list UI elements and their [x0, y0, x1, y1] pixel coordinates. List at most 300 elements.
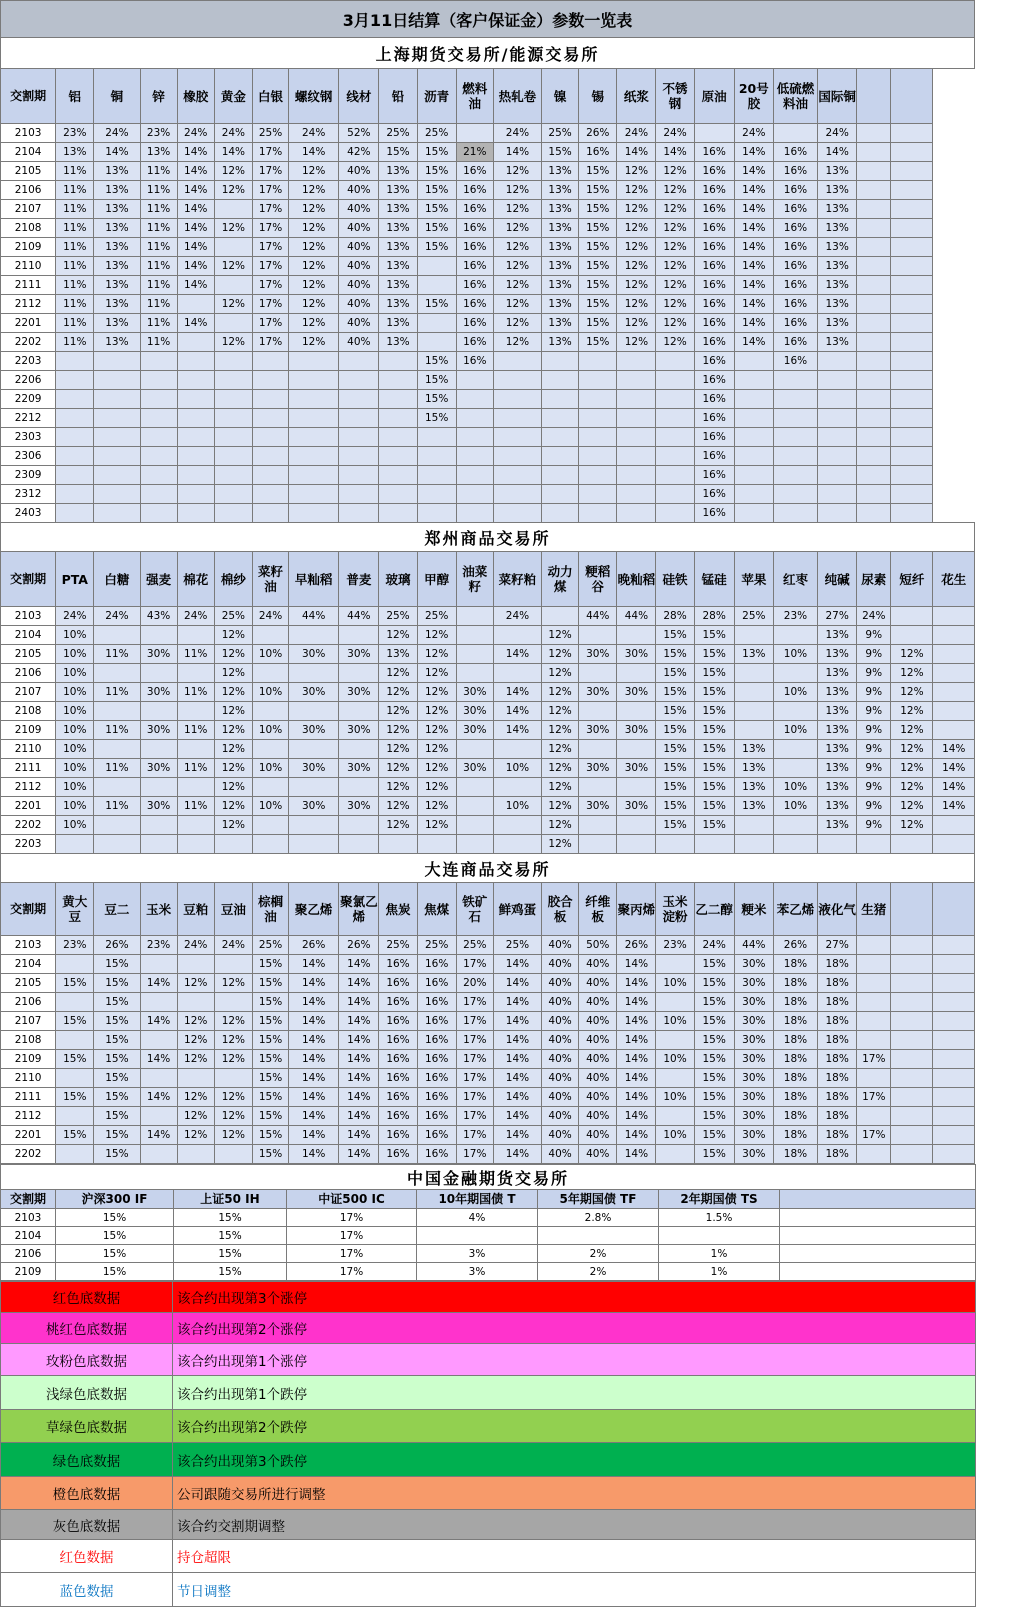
margin-cell: 13%	[818, 702, 857, 721]
margin-cell	[177, 816, 214, 835]
margin-cell	[773, 466, 817, 485]
margin-cell: 16%	[694, 447, 734, 466]
margin-cell: 15%	[94, 955, 140, 974]
margin-cell: 13%	[542, 162, 579, 181]
column-header-product: 玉米淀粉	[656, 883, 694, 936]
margin-cell: 15%	[252, 993, 288, 1012]
margin-cell	[857, 143, 891, 162]
margin-cell	[56, 466, 94, 485]
table-row	[1, 1245, 976, 1263]
margin-cell	[417, 333, 456, 352]
margin-cell: 12%	[493, 276, 541, 295]
margin-cell	[891, 1107, 933, 1126]
margin-cell: 9%	[857, 740, 891, 759]
margin-cell: 17%	[252, 257, 288, 276]
margin-cell	[56, 955, 94, 974]
margin-cell	[417, 466, 456, 485]
margin-cell	[94, 702, 140, 721]
margin-cell: 14%	[177, 162, 214, 181]
margin-cell	[617, 447, 656, 466]
margin-cell: 17%	[252, 181, 288, 200]
margin-cell: 13%	[818, 181, 857, 200]
margin-cell: 10%	[56, 759, 94, 778]
margin-cell: 16%	[694, 390, 734, 409]
margin-cell: 11%	[56, 295, 94, 314]
margin-cell: 24%	[214, 936, 252, 955]
margin-cell: 12%	[891, 721, 933, 740]
margin-cell	[94, 835, 140, 854]
margin-cell	[617, 626, 656, 645]
margin-cell	[857, 504, 891, 523]
margin-cell: 18%	[818, 1050, 857, 1069]
margin-cell	[214, 1069, 252, 1088]
margin-cell: 13%	[94, 314, 140, 333]
row-label-period: 2403	[1, 504, 56, 523]
margin-cell: 12%	[542, 626, 579, 645]
margin-cell	[933, 683, 975, 702]
margin-cell: 13%	[818, 683, 857, 702]
column-header-product: 焦炭	[379, 883, 417, 936]
margin-cell: 13%	[379, 238, 417, 257]
margin-cell: 17%	[456, 1069, 493, 1088]
margin-cell: 16%	[694, 504, 734, 523]
margin-cell	[379, 371, 417, 390]
row-label-period: 2111	[1, 1088, 56, 1107]
row-label-period: 2104	[1, 1227, 56, 1245]
margin-cell: 20%	[456, 974, 493, 993]
row-label-period: 2108	[1, 219, 56, 238]
margin-cell: 17%	[456, 955, 493, 974]
margin-cell: 17%	[252, 238, 288, 257]
margin-cell	[339, 485, 379, 504]
margin-cell: 40%	[542, 1088, 579, 1107]
margin-cell: 12%	[617, 333, 656, 352]
margin-cell	[177, 1145, 214, 1164]
margin-cell: 13%	[542, 257, 579, 276]
margin-cell: 23%	[140, 124, 177, 143]
column-header-product: 铁矿石	[456, 883, 493, 936]
margin-cell: 16%	[456, 238, 493, 257]
margin-cell	[579, 835, 617, 854]
margin-cell	[289, 485, 339, 504]
margin-cell: 13%	[94, 238, 140, 257]
margin-cell	[857, 124, 891, 143]
margin-cell: 15%	[656, 816, 694, 835]
table-row	[1, 740, 975, 759]
margin-cell	[734, 702, 773, 721]
margin-cell: 14%	[339, 1012, 379, 1031]
margin-cell	[857, 1107, 891, 1126]
margin-cell: 16%	[694, 352, 734, 371]
margin-cell: 12%	[177, 1107, 214, 1126]
margin-cell: 12%	[542, 816, 579, 835]
margin-cell	[252, 390, 288, 409]
margin-cell	[891, 409, 933, 428]
margin-cell: 16%	[773, 238, 817, 257]
margin-cell: 12%	[493, 238, 541, 257]
margin-cell	[542, 409, 579, 428]
margin-cell	[379, 352, 417, 371]
margin-cell	[656, 955, 694, 974]
margin-cell: 12%	[493, 162, 541, 181]
margin-cell: 26%	[579, 124, 617, 143]
margin-cell: 13%	[818, 333, 857, 352]
margin-cell: 16%	[694, 428, 734, 447]
margin-cell: 17%	[857, 1088, 891, 1107]
margin-cell: 12%	[214, 797, 252, 816]
table-row	[1, 219, 975, 238]
column-header-product	[891, 69, 933, 124]
margin-cell	[456, 607, 493, 626]
margin-cell	[56, 1031, 94, 1050]
margin-cell: 15%	[417, 295, 456, 314]
margin-cell: 15%	[656, 702, 694, 721]
row-label-period: 2203	[1, 352, 56, 371]
margin-cell: 14%	[734, 181, 773, 200]
margin-cell	[252, 835, 288, 854]
margin-cell: 13%	[379, 276, 417, 295]
margin-cell	[656, 466, 694, 485]
margin-cell	[891, 1145, 933, 1164]
margin-cell: 12%	[542, 664, 579, 683]
margin-cell	[289, 626, 339, 645]
margin-cell: 15%	[694, 1088, 734, 1107]
margin-cell: 15%	[656, 759, 694, 778]
margin-cell	[857, 200, 891, 219]
margin-cell: 13%	[734, 778, 773, 797]
margin-cell	[542, 607, 579, 626]
margin-cell: 12%	[656, 333, 694, 352]
column-header-product: 聚氯乙烯	[339, 883, 379, 936]
margin-cell: 30%	[456, 683, 493, 702]
table-row	[1, 447, 975, 466]
margin-cell: 12%	[177, 1031, 214, 1050]
margin-cell	[891, 1126, 933, 1145]
table-row	[1, 1012, 975, 1031]
margin-cell: 10%	[773, 683, 817, 702]
margin-cell	[933, 1012, 975, 1031]
legend-row	[1, 1376, 976, 1410]
margin-cell: 10%	[56, 645, 94, 664]
margin-cell: 12%	[214, 664, 252, 683]
margin-cell: 13%	[818, 200, 857, 219]
margin-cell: 15%	[579, 200, 617, 219]
margin-cell: 40%	[579, 993, 617, 1012]
margin-cell	[214, 390, 252, 409]
margin-cell: 14%	[933, 778, 975, 797]
margin-cell	[177, 352, 214, 371]
margin-cell	[339, 626, 379, 645]
margin-cell	[579, 371, 617, 390]
margin-cell: 12%	[177, 1088, 214, 1107]
margin-cell	[94, 466, 140, 485]
margin-cell	[94, 428, 140, 447]
margin-cell: 14%	[140, 1126, 177, 1145]
margin-cell: 16%	[694, 162, 734, 181]
margin-cell: 14%	[493, 645, 541, 664]
margin-cell: 16%	[417, 993, 456, 1012]
margin-cell: 15%	[56, 1263, 174, 1281]
margin-cell: 15%	[694, 740, 734, 759]
margin-cell	[214, 835, 252, 854]
margin-cell: 24%	[289, 124, 339, 143]
margin-cell: 15%	[174, 1227, 287, 1245]
legend-row	[1, 1573, 976, 1607]
margin-cell: 15%	[417, 371, 456, 390]
margin-cell: 13%	[734, 740, 773, 759]
margin-cell	[579, 485, 617, 504]
margin-cell: 40%	[542, 1050, 579, 1069]
margin-cell	[656, 835, 694, 854]
margin-cell: 12%	[617, 200, 656, 219]
margin-cell: 13%	[818, 759, 857, 778]
margin-cell	[933, 702, 975, 721]
table-row	[1, 1126, 975, 1145]
margin-cell	[56, 352, 94, 371]
margin-cell: 24%	[857, 607, 891, 626]
margin-cell	[579, 447, 617, 466]
margin-cell	[933, 1126, 975, 1145]
margin-cell: 10%	[252, 683, 288, 702]
row-label-period: 2105	[1, 974, 56, 993]
table-row	[1, 371, 975, 390]
margin-cell: 30%	[617, 645, 656, 664]
column-header-product: 棕榈油	[252, 883, 288, 936]
table-row	[1, 955, 975, 974]
margin-cell: 14%	[289, 974, 339, 993]
margin-cell: 14%	[140, 1012, 177, 1031]
margin-cell: 13%	[379, 200, 417, 219]
margin-cell: 24%	[214, 124, 252, 143]
margin-cell: 14%	[933, 740, 975, 759]
margin-cell	[56, 1145, 94, 1164]
margin-cell: 17%	[287, 1263, 417, 1281]
margin-cell	[891, 1031, 933, 1050]
margin-cell: 12%	[214, 1031, 252, 1050]
margin-cell: 16%	[417, 955, 456, 974]
row-label-period: 2109	[1, 1263, 56, 1281]
margin-cell: 12%	[379, 816, 417, 835]
margin-cell: 13%	[542, 276, 579, 295]
margin-cell: 16%	[694, 314, 734, 333]
margin-cell	[857, 835, 891, 854]
margin-cell: 15%	[417, 238, 456, 257]
margin-cell	[214, 1145, 252, 1164]
margin-cell: 40%	[542, 1012, 579, 1031]
margin-cell	[579, 816, 617, 835]
margin-cell: 14%	[289, 1050, 339, 1069]
margin-cell: 16%	[417, 1088, 456, 1107]
column-header-product: 鲜鸡蛋	[493, 883, 541, 936]
legend-description: 该合约出现第3个涨停	[173, 1282, 976, 1313]
margin-cell: 14%	[617, 1145, 656, 1164]
margin-cell: 12%	[542, 702, 579, 721]
margin-cell	[417, 276, 456, 295]
margin-cell: 30%	[140, 797, 177, 816]
column-header-product: 晚籼稻	[617, 552, 656, 607]
margin-cell: 24%	[617, 124, 656, 143]
margin-cell	[417, 504, 456, 523]
margin-cell	[177, 428, 214, 447]
margin-cell: 30%	[734, 974, 773, 993]
margin-cell: 14%	[493, 1012, 541, 1031]
margin-cell: 23%	[56, 124, 94, 143]
margin-cell: 15%	[656, 626, 694, 645]
margin-cell	[417, 485, 456, 504]
margin-cell	[857, 390, 891, 409]
row-label-period: 2202	[1, 1145, 56, 1164]
margin-cell	[140, 702, 177, 721]
row-label-period: 2112	[1, 778, 56, 797]
empty-cell	[780, 1245, 976, 1263]
margin-cell	[56, 993, 94, 1012]
margin-cell	[456, 816, 493, 835]
margin-cell: 30%	[339, 683, 379, 702]
margin-cell	[773, 504, 817, 523]
column-header-product: 苯乙烯	[773, 883, 817, 936]
margin-cell	[56, 835, 94, 854]
margin-cell: 9%	[857, 702, 891, 721]
margin-cell	[214, 314, 252, 333]
margin-cell: 17%	[456, 1107, 493, 1126]
margin-cell	[379, 428, 417, 447]
margin-cell	[542, 485, 579, 504]
column-header-product: 棉花	[177, 552, 214, 607]
margin-cell: 12%	[289, 181, 339, 200]
margin-cell: 12%	[493, 219, 541, 238]
margin-cell: 14%	[177, 238, 214, 257]
margin-cell: 12%	[214, 702, 252, 721]
margin-cell	[140, 778, 177, 797]
margin-cell	[214, 993, 252, 1012]
legend-table	[0, 1281, 976, 1607]
margin-cell: 30%	[617, 797, 656, 816]
table-row	[1, 504, 975, 523]
margin-cell	[289, 390, 339, 409]
margin-cell	[456, 371, 493, 390]
margin-cell	[933, 974, 975, 993]
margin-cell: 16%	[417, 1126, 456, 1145]
margin-cell: 30%	[339, 759, 379, 778]
margin-cell	[933, 645, 975, 664]
margin-cell	[656, 371, 694, 390]
margin-cell	[891, 1088, 933, 1107]
legend-description: 该合约出现第2个涨停	[173, 1313, 976, 1344]
margin-cell	[818, 485, 857, 504]
margin-cell	[214, 428, 252, 447]
margin-cell: 14%	[94, 143, 140, 162]
margin-cell	[417, 428, 456, 447]
table-row	[1, 721, 975, 740]
margin-cell: 14%	[617, 1069, 656, 1088]
margin-cell	[656, 390, 694, 409]
margin-cell: 25%	[379, 936, 417, 955]
margin-cell	[252, 816, 288, 835]
column-header-product: 花生	[933, 552, 975, 607]
margin-cell: 16%	[694, 257, 734, 276]
column-header-product: 黄大豆	[56, 883, 94, 936]
margin-cell	[617, 835, 656, 854]
margin-cell: 11%	[94, 645, 140, 664]
margin-cell: 13%	[818, 314, 857, 333]
margin-cell	[177, 333, 214, 352]
row-label-period: 2112	[1, 1107, 56, 1126]
margin-cell: 13%	[818, 626, 857, 645]
margin-cell: 23%	[140, 936, 177, 955]
margin-cell: 14%	[177, 276, 214, 295]
margin-cell: 15%	[94, 1126, 140, 1145]
margin-cell: 12%	[542, 835, 579, 854]
margin-cell: 27%	[818, 607, 857, 626]
margin-cell	[656, 993, 694, 1012]
margin-cell: 11%	[140, 333, 177, 352]
margin-cell	[579, 702, 617, 721]
margin-cell: 12%	[289, 200, 339, 219]
table-row	[1, 1209, 976, 1227]
margin-cell	[891, 835, 933, 854]
margin-cell	[891, 428, 933, 447]
column-header-product: 油菜籽	[456, 552, 493, 607]
margin-cell: 11%	[140, 257, 177, 276]
legend-row	[1, 1540, 976, 1573]
margin-cell: 18%	[773, 955, 817, 974]
margin-cell: 40%	[339, 200, 379, 219]
margin-cell: 12%	[417, 664, 456, 683]
margin-cell: 15%	[56, 1245, 174, 1263]
column-header-period: 交割期	[1, 1190, 56, 1209]
margin-cell	[289, 740, 339, 759]
margin-cell	[857, 485, 891, 504]
margin-cell	[140, 352, 177, 371]
margin-cell	[339, 428, 379, 447]
margin-cell: 24%	[656, 124, 694, 143]
margin-cell	[617, 740, 656, 759]
margin-cell: 12%	[379, 778, 417, 797]
margin-cell: 13%	[542, 200, 579, 219]
margin-cell: 12%	[891, 759, 933, 778]
margin-cell	[417, 257, 456, 276]
margin-cell: 30%	[734, 1012, 773, 1031]
margin-cell	[339, 778, 379, 797]
margin-cell: 12%	[214, 759, 252, 778]
margin-cell: 13%	[818, 721, 857, 740]
margin-cell: 17%	[456, 1012, 493, 1031]
margin-cell: 12%	[214, 778, 252, 797]
margin-cell	[456, 390, 493, 409]
margin-cell: 17%	[456, 1145, 493, 1164]
margin-cell: 14%	[289, 993, 339, 1012]
margin-cell: 17%	[857, 1050, 891, 1069]
margin-cell	[818, 409, 857, 428]
margin-cell	[617, 816, 656, 835]
margin-cell	[214, 276, 252, 295]
margin-cell	[656, 447, 694, 466]
margin-cell: 12%	[214, 162, 252, 181]
margin-cell: 30%	[289, 797, 339, 816]
column-header-product: 线材	[339, 69, 379, 124]
margin-cell: 13%	[379, 181, 417, 200]
margin-cell	[857, 371, 891, 390]
margin-cell: 15%	[579, 295, 617, 314]
dce-section	[1, 854, 975, 1164]
margin-cell	[339, 352, 379, 371]
legend-description: 该合约出现第2个跌停	[173, 1410, 976, 1443]
margin-cell: 11%	[94, 759, 140, 778]
margin-cell: 15%	[694, 778, 734, 797]
margin-cell: 14%	[734, 295, 773, 314]
margin-cell: 14%	[339, 1031, 379, 1050]
margin-cell: 12%	[214, 1088, 252, 1107]
